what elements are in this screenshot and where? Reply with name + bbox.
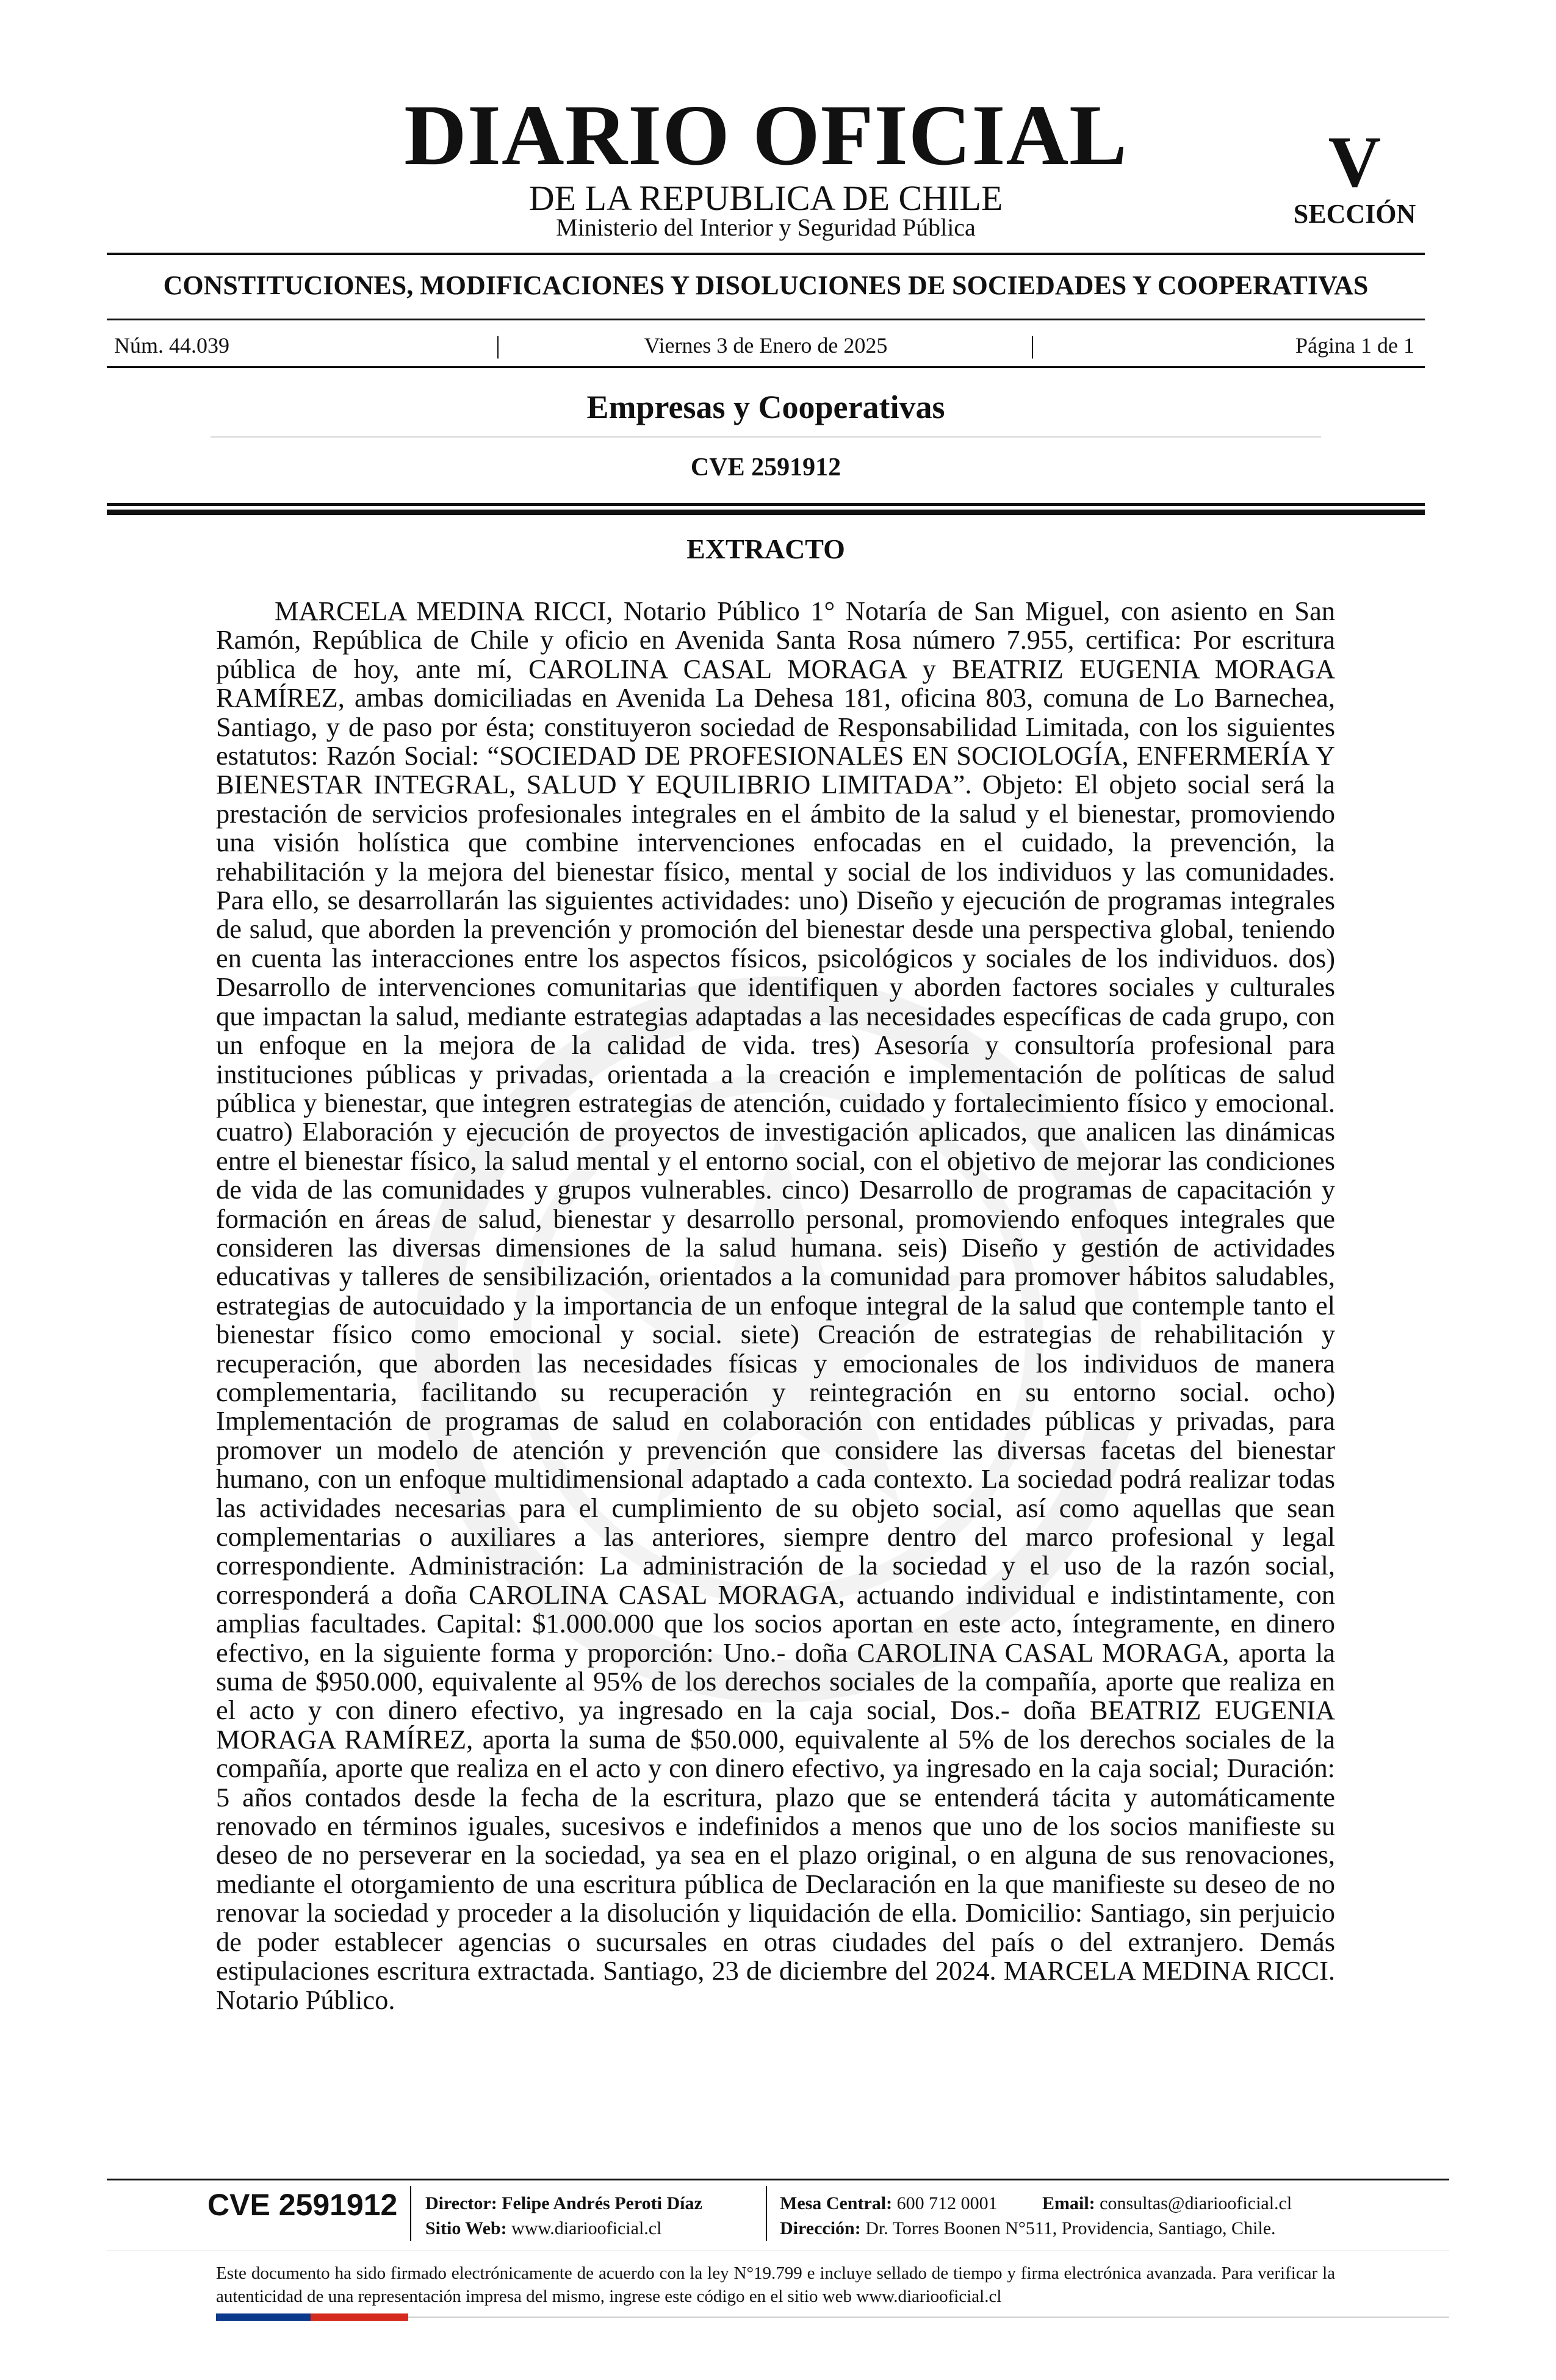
section-word: SECCIÓN bbox=[1293, 199, 1416, 229]
masthead-title: DIARIO OFICIAL bbox=[404, 87, 1128, 183]
director-label: Director: bbox=[425, 2193, 497, 2213]
masthead-ministry: Ministerio del Interior y Seguridad Pública bbox=[556, 214, 976, 241]
issue-number: Núm. 44.039 bbox=[114, 333, 229, 358]
flag-stripe-blue bbox=[216, 2313, 311, 2321]
document-title: EXTRACTO bbox=[686, 533, 845, 564]
mesa-value: 600 712 0001 bbox=[896, 2193, 998, 2213]
section-letter: V bbox=[1328, 121, 1381, 202]
address-label: Dirección: bbox=[780, 2218, 861, 2238]
header-rule bbox=[107, 253, 1425, 255]
footer-divider bbox=[766, 2186, 767, 2241]
double-rule-top bbox=[107, 503, 1425, 506]
cve-code: CVE 2591912 bbox=[690, 453, 841, 481]
issue-date: Viernes 3 de Enero de 2025 bbox=[644, 333, 888, 358]
footer-rule bbox=[107, 2179, 1449, 2180]
section-title: CONSTITUCIONES, MODIFICACIONES Y DISOLUCIONES DE SOCIEDADES Y COOPERATIVAS bbox=[163, 270, 1369, 300]
mesa-label: Mesa Central: bbox=[780, 2193, 893, 2213]
section-rule bbox=[107, 319, 1425, 320]
issue-separator: | bbox=[1030, 331, 1036, 359]
issue-rule bbox=[107, 366, 1425, 368]
footer-email bbox=[1042, 2194, 1292, 2213]
address-value: Dr. Torres Boonen N°511, Providencia, Santiago, Chile. bbox=[865, 2218, 1276, 2238]
email-link[interactable]: consultas@diariooficial.cl bbox=[1100, 2193, 1292, 2213]
footer-cve-code: CVE 2591912 bbox=[207, 2188, 398, 2222]
footer-director bbox=[425, 2194, 702, 2213]
issue-page: Página 1 de 1 bbox=[1295, 333, 1414, 358]
issue-separator: | bbox=[495, 331, 501, 359]
director-value: Felipe Andrés Peroti Díaz bbox=[502, 2193, 702, 2213]
masthead-subtitle: DE LA REPUBLICA DE CHILE bbox=[528, 178, 1003, 218]
footer-web bbox=[425, 2220, 661, 2238]
web-label: Sitio Web: bbox=[425, 2218, 507, 2238]
category-title: Empresas y Cooperativas bbox=[586, 389, 945, 425]
email-label: Email: bbox=[1042, 2193, 1095, 2213]
footer-address bbox=[780, 2220, 1276, 2238]
footer-mesa-central bbox=[780, 2194, 998, 2213]
double-rule-bottom bbox=[107, 510, 1425, 515]
extract-body: MARCELA MEDINA RICCI, Notario Público 1° Notaría de San Miguel, con asiento en San Ramón, República de Chile y oficio en Avenida Santa Rosa número 7.955, certifica: Por escritura pública de hoy, ante mí, CAROLINA CASAL MORAGA y BEATRIZ EUGENIA MORAGA RAMÍREZ, ambas domiciliadas en Avenida La Dehesa 181, oficina 803, comuna de Lo Barnechea, Santiago, y de paso por ésta; constituyeron sociedad de Responsabilidad Limitada, con los siguientes estatutos: Razón Social: “SOCIEDAD DE PROFESIONALES EN SOCIOLOGÍA, ENFERMERÍA Y BIENESTAR INTEGRAL, SALUD Y EQUILIBRIO LIMITADA”. Objeto: El objeto social será la prestación de servicios profesionales integrales en el ámbito de la salud y el bienestar, promoviendo una visión holística que combine intervenciones enfocadas en el cuidado, la prevención, la rehabilitación y la mejora del bienestar físico, mental y social de los individuos y las comunidades. Para ello, se desarrollarán las siguientes actividades: uno) Diseño y ejecución de programas integrales de salud, que aborden la prevención y promoción del bienestar desde una perspectiva global, teniendo en cuenta las interacciones entre los aspectos físicos, psicológicos y sociales de los individuos. dos) Desarrollo de intervenciones comunitarias que identifiquen y aborden factores sociales y culturales que impactan la salud, mediante estrategias adaptadas a las necesidades específicas de cada grupo, con un enfoque en la mejora de la calidad de vida. tres) Asesoría y consultoría profesional para instituciones públicas y privadas, orientada a la creación e implementación de políticas de salud pública y bienestar, que integren estrategias de atención, cuidado y fortalecimiento físico y emocional. cuatro) Elaboración y ejecución de proyectos de investigación aplicados, que analicen las dinámicas entre el bienestar físico, la salud mental y el entorno social, con el objetivo de mejorar las condiciones de vida de las comunidades y grupos vulnerables. cinco) Desarrollo de programas de capacitación y formación en áreas de salud, bienestar y desarrollo personal, promoviendo enfoques integrales que consideren las diversas dimensiones de la salud humana. seis) Diseño y gestión de actividades educativas y talleres de sensibilización, orientados a la comunidad para promover hábitos saludables, estrategias de autocuidado y la importancia de un enfoque integral de la salud que contemple tanto el bienestar físico como emocional y social. siete) Creación de estrategias de rehabilitación y recuperación, que aborden las necesidades físicas y emocionales de los individuos de manera complementaria, facilitando su recuperación y reintegración en su entorno social. ocho) Implementación de programas de salud en colaboración con entidades públicas y privadas, para promover un modelo de atención y prevención que considere las diversas facetas del bienestar humano, con un enfoque multidimensional adaptado a cada contexto. La sociedad podrá realizar todas las actividades necesarias para el cumplimiento de su objeto social, así como aquellas que sean complementarias o auxiliares a las anteriores, siempre dentro del marco profesional y legal correspondiente. Administración: La administración de la sociedad y el uso de la razón social, corresponderá a doña CAROLINA CASAL MORAGA, actuando individual e indistintamente, con amplias facultades. Capital: $1.000.000 que los socios aportan en este acto, íntegramente, en dinero efectivo, en la siguiente forma y proporción: Uno.- doña CAROLINA CASAL MORAGA, aporta la suma de $950.000, equivalente al 95% de los derechos sociales de la compañía, aporte que realiza en el acto y con dinero efectivo, ya ingresado en la caja social, Dos.- doña BEATRIZ EUGENIA MORAGA RAMÍREZ, aporta la suma de $50.000, equivalente al 5% de los derechos sociales de la compañía, aporte que realiza en el acto y con dinero efectivo, ya ingresado en la caja social; Duración: 5 años contados desde la fecha de la escritura, plazo que se entenderá tácita y automáticamente renovado en términos iguales, sucesivos e indefinidos a menos que uno de los socios manifieste su deseo de no perseverar en la sociedad, ya sea en el plazo original, o en alguna de sus renovaciones, mediante el otorgamiento de una escritura pública de Declaración en la que manifieste su deseo de no renovar la sociedad y proceder a la disolución y liquidación de ella. Domicilio: Santiago, sin perjuicio de poder establecer agencias o sucursales en otras ciudades del país o del extranjero. Demás estipulaciones escritura extractada. Santiago, 23 de diciembre del 2024. MARCELA MEDINA RICCI. Notario Público. bbox=[216, 596, 1335, 2015]
bottom-rule bbox=[408, 2317, 1449, 2318]
flag-stripe-red bbox=[311, 2313, 408, 2321]
footer-legal-note: Este documento ha sido firmado electrónicamente de acuerdo con la ley N°19.799 e incluye sellado de tiempo y firma electrónica avanzada. Para verificar la autenticidad de una representación impresa del mismo, ingrese este código en el sitio web www.diariooficial.cl bbox=[216, 2263, 1335, 2306]
category-rule bbox=[211, 436, 1321, 438]
web-link[interactable]: www.diariooficial.cl bbox=[511, 2218, 662, 2238]
footer-divider bbox=[410, 2186, 411, 2241]
